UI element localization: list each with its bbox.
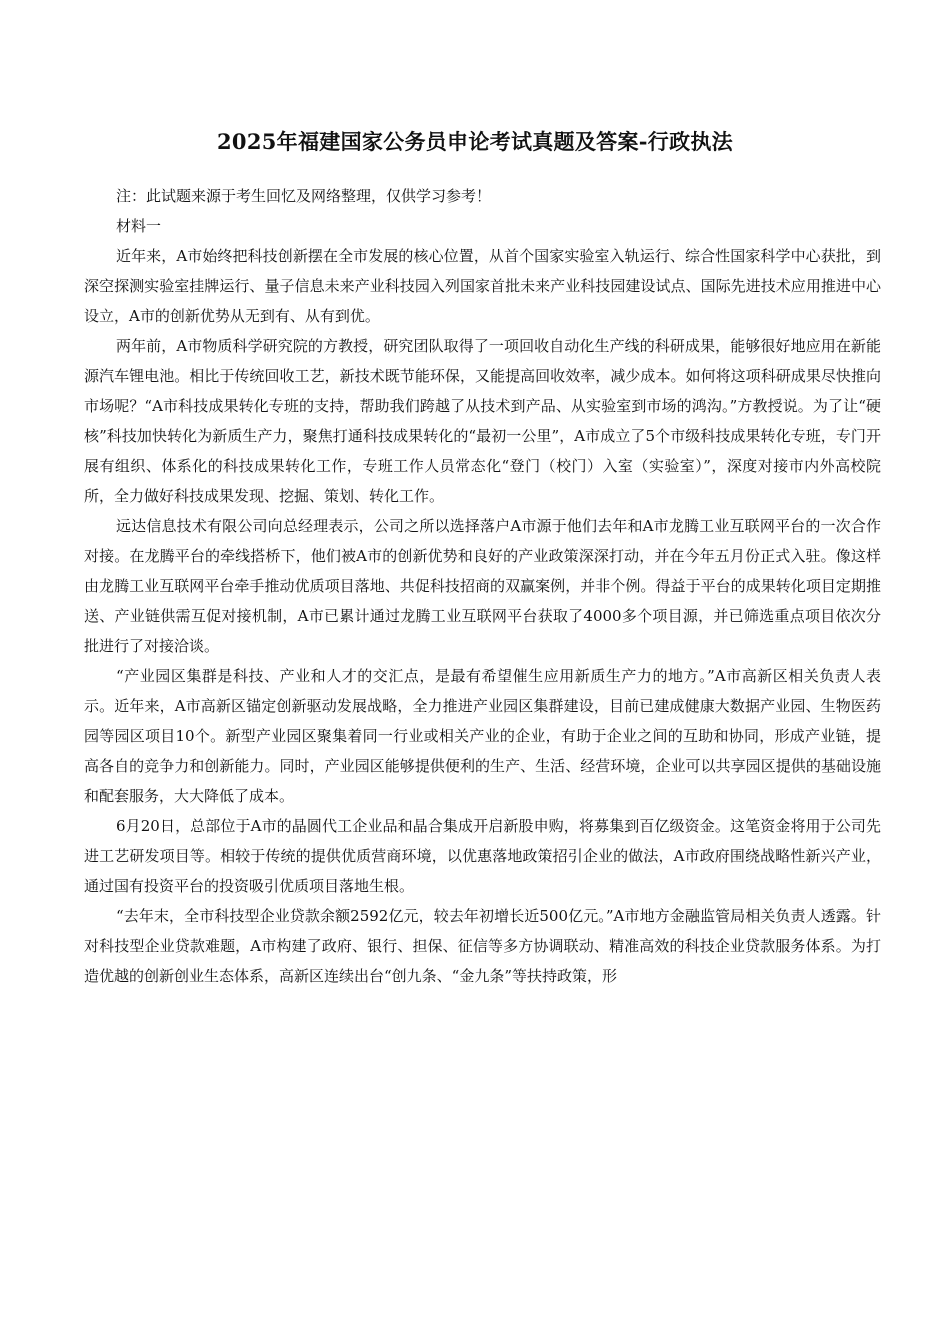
- document-title: 2025年福建国家公务员申论考试真题及答案-行政执法: [217, 129, 733, 154]
- paragraph: 远达信息技术有限公司向总经理表示，公司之所以选择落户A市源于他们去年和A市龙腾工业互联网平台的一次合作对接。在龙腾平台的牵线搭桥下，他们被A市的创新优势和良好的产业政策深深打动，并在今年五月份正式入驻。像这样由龙腾工业互联网平台牵手推动优质项目落地、共促科技招商的双赢案例，并非个例。得益于平台的成果转化项目定期推送、产业链供需互促对接机制，A市已累计通过龙腾工业互联网平台获取了4000多个项目源，并已筛选重点项目依次分批进行了对接洽谈。: [84, 517, 881, 655]
- paragraph: 两年前，A市物质科学研究院的方教授，研究团队取得了一项回收自动化生产线的科研成果，能够很好地应用在新能源汽车锂电池。相比于传统回收工艺，新技术既节能环保，又能提高回收效率，减少成本。如何将这项科研成果尽快推向市场呢？“A市科技成果转化专班的支持，帮助我们跨越了从技术到产品、从实验室到市场的鸿沟。”方教授说。为了让“硬核”科技加快转化为新质生产力，聚焦打通科技成果转化的“最初一公里”，A市成立了5个市级科技成果转化专班，专门开展有组织、体系化的科技成果转化工作，专班工作人员常态化“登门（校门）入室（实验室）”，深度对接市内外高校院所，全力做好科技成果发现、挖掘、策划、转化工作。: [84, 337, 881, 505]
- source-note: 注：此试题来源于考生回忆及网络整理，仅供学习参考！: [116, 187, 492, 205]
- paragraph: “产业园区集群是科技、产业和人才的交汇点，是最有希望催生应用新质生产力的地方。”A市高新区相关负责人表示。近年来，A市高新区锚定创新驱动发展战略，全力推进产业园区集群建设，目前已建成健康大数据产业园、生物医药园等园区项目10个。新型产业园区聚集着同一行业或相关产业的企业，有助于企业之间的互助和协同，形成产业链，提高各自的竞争力和创新能力。同时，产业园区能够提供便利的生产、生活、经营环境，企业可以共享园区提供的基础设施和配套服务，大大降低了成本。: [84, 667, 881, 805]
- section-heading-material-one: 材料一: [116, 217, 162, 235]
- paragraph: 6月20日，总部位于A市的晶圆代工企业品和晶合集成开启新股申购，将募集到百亿级资金。这笔资金将用于公司先进工艺研发项目等。相较于传统的提供优质营商环境，以优惠落地政策招引企业的做法，A市政府围绕战略性新兴产业，通过国有投资平台的投资吸引优质项目落地生根。: [84, 817, 881, 895]
- paragraph: 近年来，A市始终把科技创新摆在全市发展的核心位置，从首个国家实验室入轨运行、综合性国家科学中心获批，到深空探测实验室挂牌运行、量子信息未来产业科技园入列国家首批未来产业科技园建设试点、国际先进技术应用推进中心设立，A市的创新优势从无到有、从有到优。: [84, 247, 881, 325]
- paragraph: “去年末，全市科技型企业贷款余额2592亿元，较去年初增长近500亿元。”A市地方金融监管局相关负责人透露。针对科技型企业贷款难题，A市构建了政府、银行、担保、征信等多方协调联动、精准高效的科技企业贷款服务体系。为打造优越的创新创业生态体系，高新区连续出台“创九条、“金九条”等扶持政策，形: [84, 907, 881, 985]
- document-body: [84, 181, 881, 991]
